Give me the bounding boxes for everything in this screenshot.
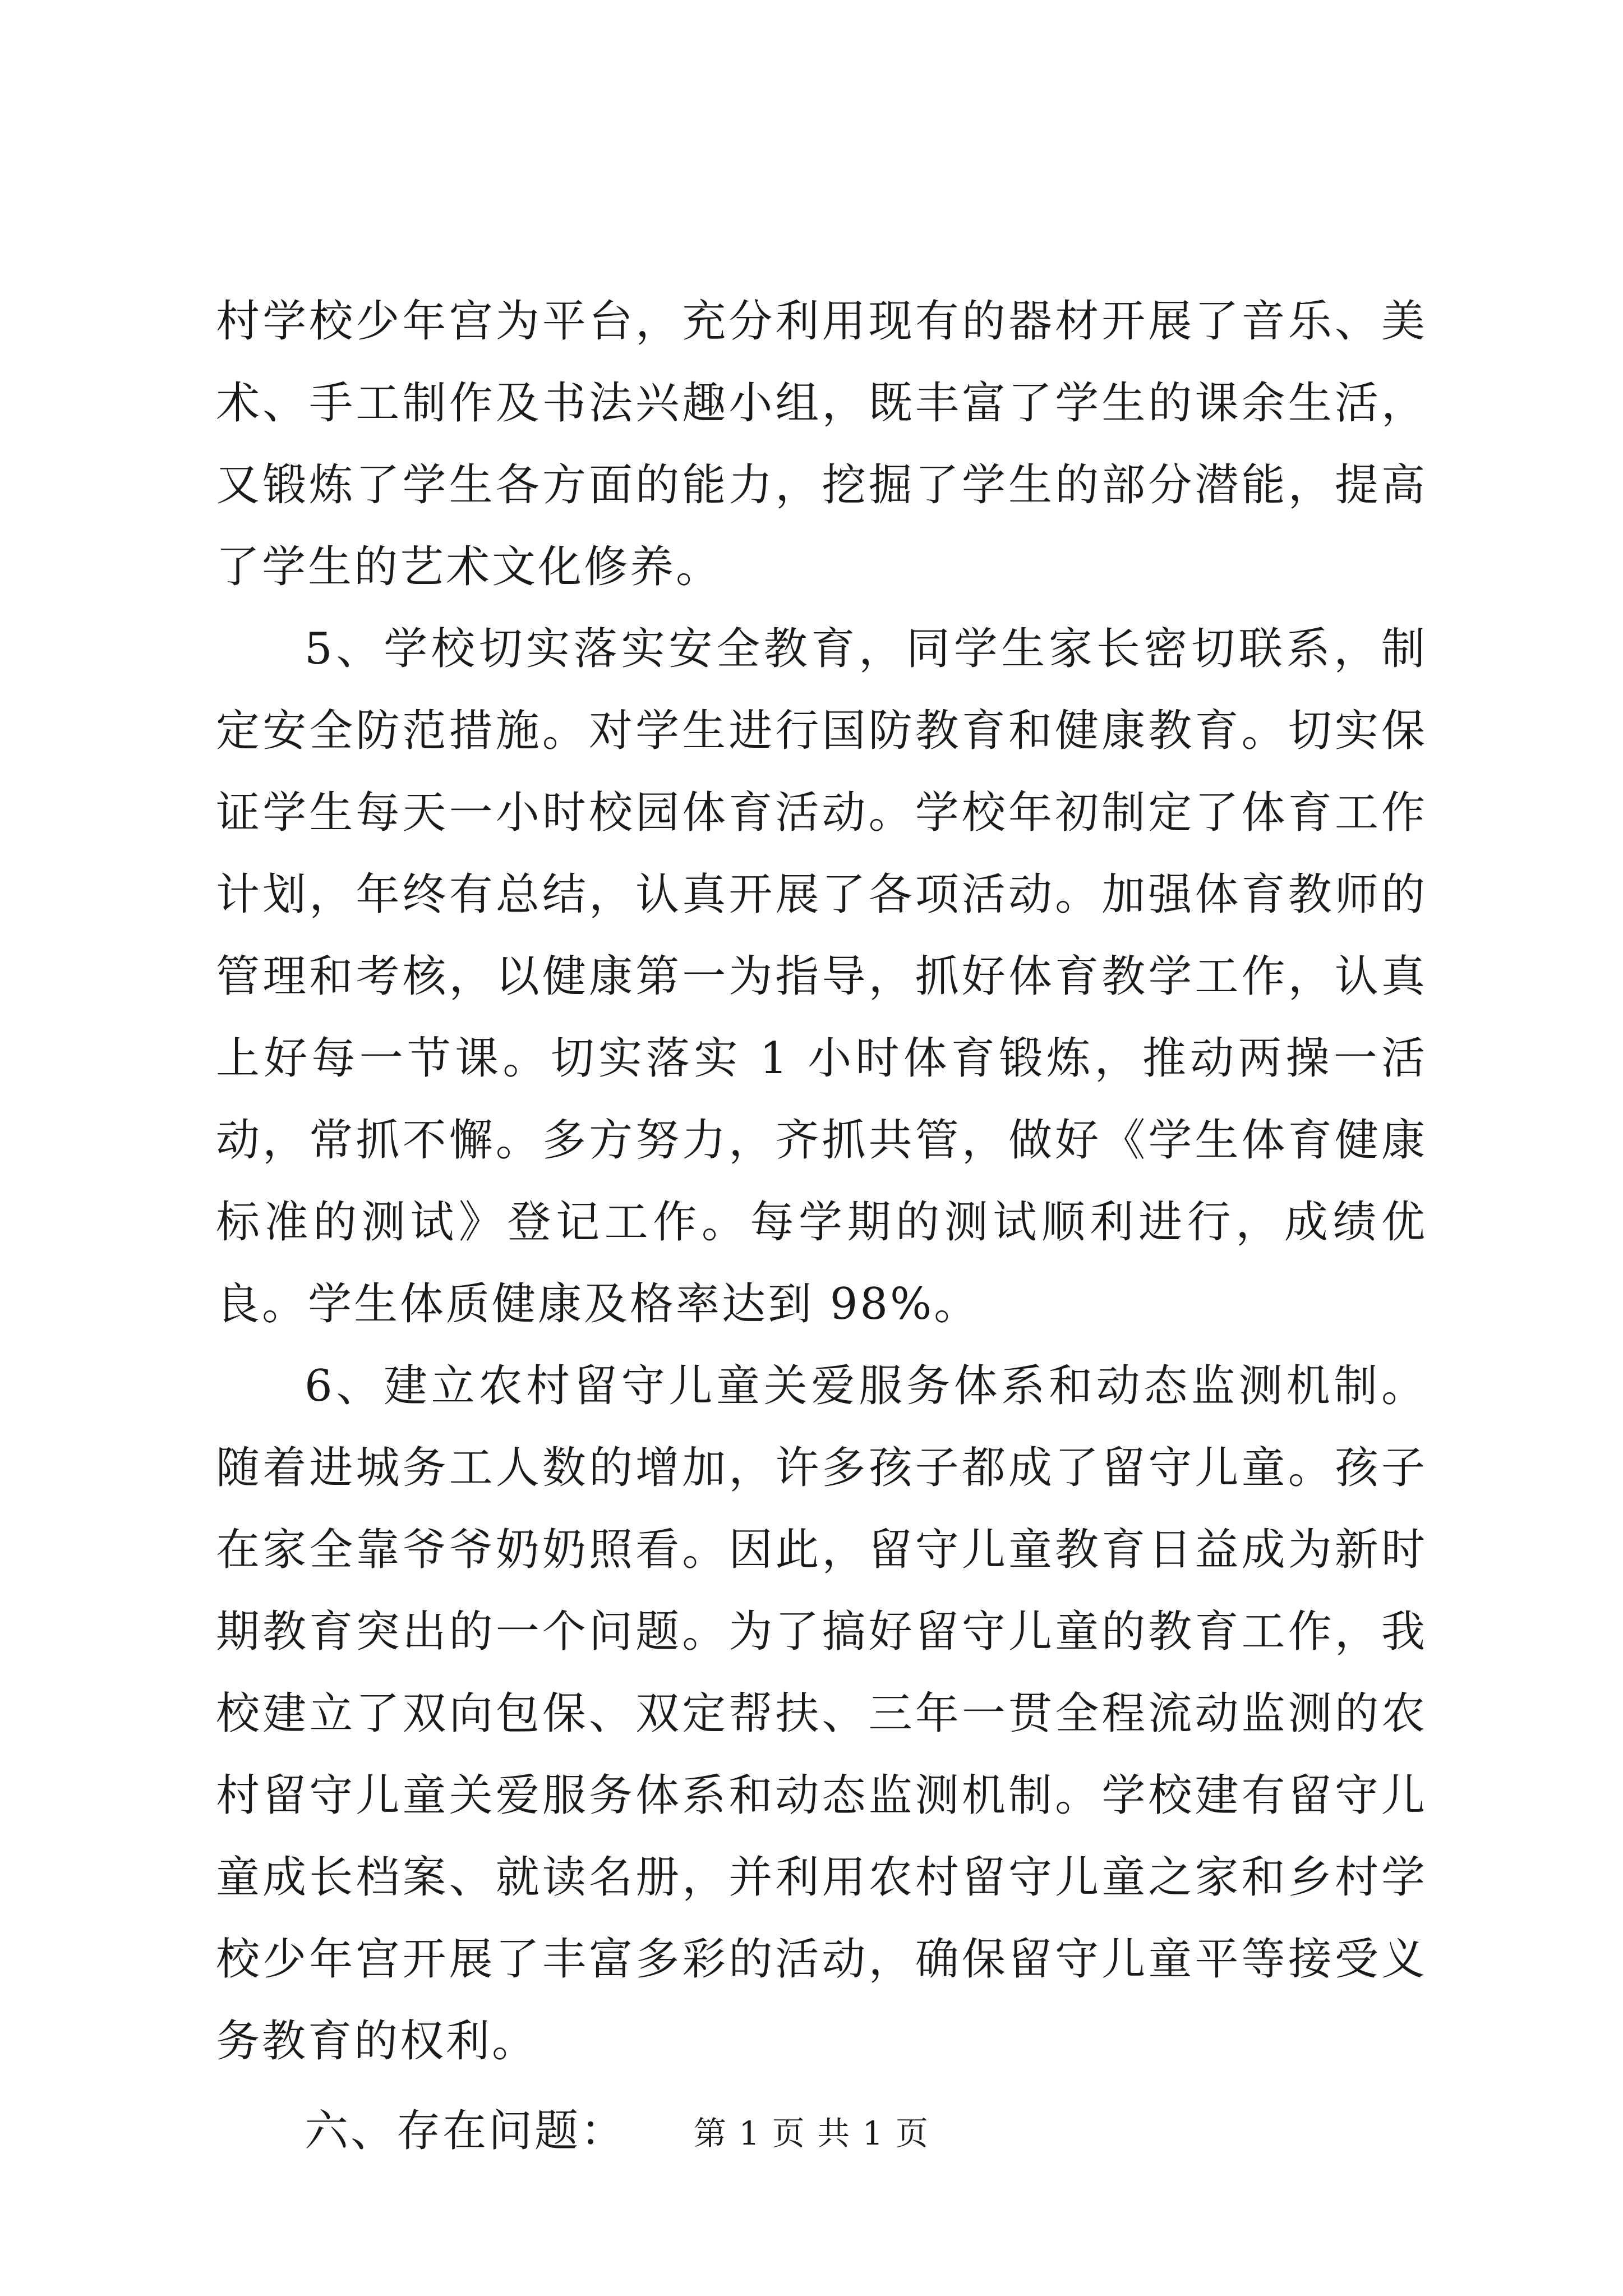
paragraph-item-5: 5、学校切实落实安全教育，同学生家长密切联系，制定安全防范措施。对学生进行国防教育和健康教育。切实保证学生每天一小时校园体育活动。学校年初制定了体育工作计划，年终有总结，认真开展了各项活动。加强体育教师的管理和考核，以健康第一为指导，抓好体育教学工作，认真上好每一节课。切实落实 1 小时体育锻炼，推动两操一活动，常抓不懈。多方努力，齐抓共管，做好《学生体育健康标准的测试》登记工作。每学期的测试顺利进行，成绩优良。学生体质健康及格率达到 98%。 [216, 624, 1427, 1329]
paragraph-item-6: 6、建立农村留守儿童关爱服务体系和动态监测机制。随着进城务工人数的增加，许多孩子都成了留守儿童。孩子在家全靠爷爷奶奶照看。因此，留守儿童教育日益成为新时期教育突出的一个问题。为了搞好留守儿童的教育工作，我校建立了双向包保、双定帮扶、三年一贯全程流动监测的农村留守儿童关爱服务体系和动态监测机制。学校建有留守儿童成长档案、就读名册，并利用农村留守儿童之家和乡村学校少年宫开展了丰富多彩的活动，确保留守儿童平等接受义务教育的权利。 [216, 1361, 1427, 2067]
section-heading-problems: 六、存在问题： [305, 2106, 627, 2156]
paragraph-continuation: 村学校少年宫为平台，充分利用现有的器材开展了音乐、美术、手工制作及书法兴趣小组，既丰富了学生的课余生活，又锻炼了学生各方面的能力，挖掘了学生的部分潜能，提高了学生的艺术文化修养。 [216, 296, 1427, 592]
document-body [216, 280, 1427, 2172]
page-footer: 第 1 页 共 1 页 [694, 2114, 929, 2152]
